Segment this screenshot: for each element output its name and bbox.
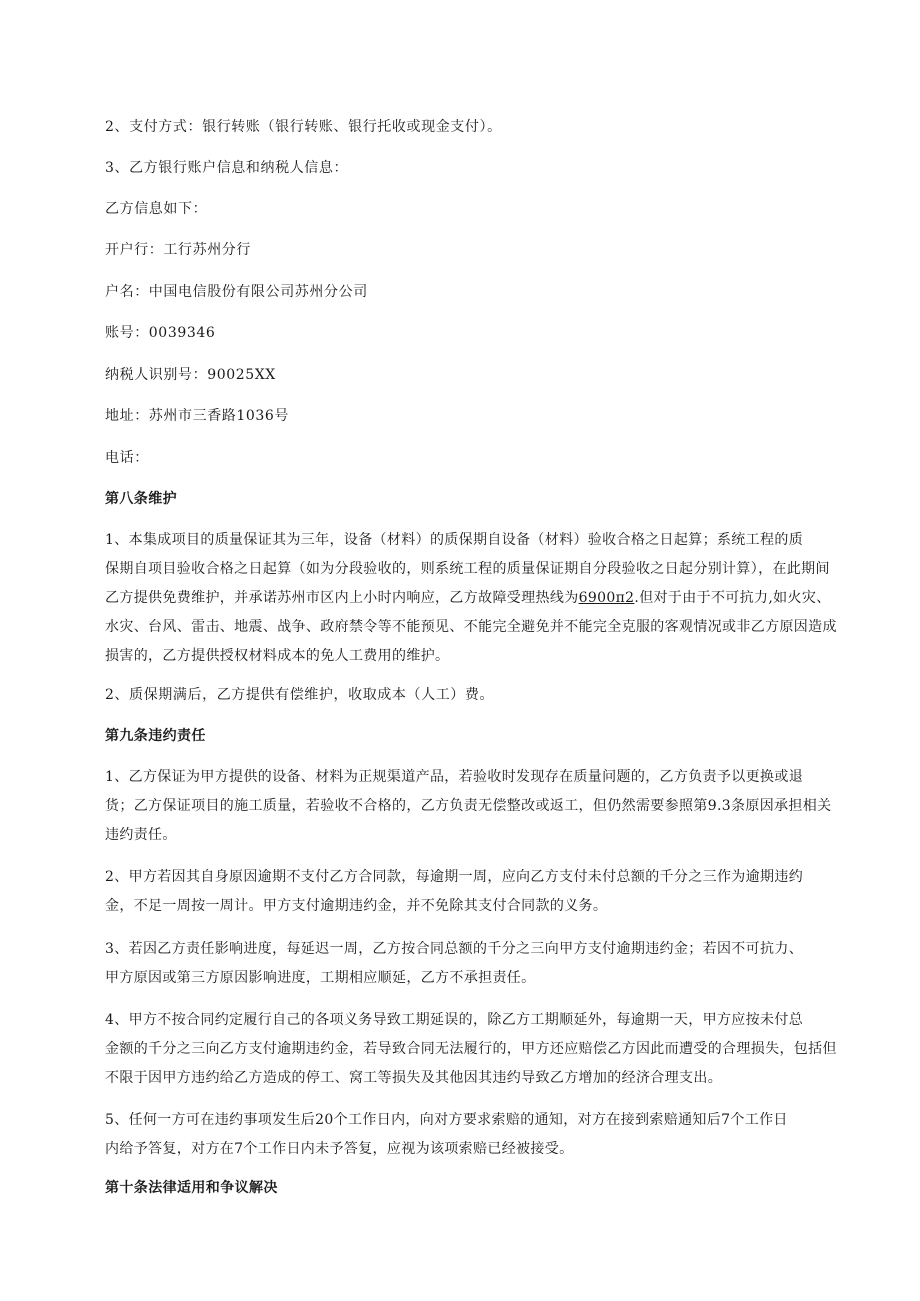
text-segment: 乙方提供免费维护，并承诺苏州市区内上小时内响应，乙方故障受理热线为 (105, 590, 579, 606)
text-line: 不限于因甲方违约给乙方造成的停工、窝工等损失及其他因其违约导致乙方增加的经济合理支出。 (105, 1070, 723, 1086)
text-line: 1、本集成项目的质量保证其为三年，设备（材料）的质保期自设备（材料）验收合格之日起算；系统工程的质 (105, 532, 804, 548)
text-line: 5、任何一方可在违约事项发生后20个工作日内，向对方要求索赔的通知，对方在接到索赔通知后7个工作日 (105, 1112, 788, 1128)
address: 地址：苏州市三香路1036号 (105, 408, 290, 424)
text-line: 损害的，乙方提供授权材料成本的免人工费用的维护。 (105, 648, 450, 664)
text-line: 金额的千分之三向乙方支付逾期违约金，若导致合同无法履行的，甲方还应赔偿乙方因此而遭受的合理损失，包括但 (105, 1041, 837, 1057)
text-line: 金，不足一周按一周计。甲方支付逾期违约金，并不免除其支付合同款的义务。 (105, 898, 608, 914)
article-8-title: 第八条维护 (105, 491, 177, 507)
article-9-paragraph-5 (105, 1106, 843, 1164)
text-line: 保期自项目验收合格之日起算（如为分段验收的，则系统工程的质量保证期自分段验收之日起分别计算），在此期间 (105, 561, 830, 577)
text-line: 1、乙方保证为甲方提供的设备、材料为正规渠道产品，若验收时发现存在质量问题的，乙方负责予以更换或退 (105, 769, 804, 785)
article-9-paragraph-1 (105, 763, 843, 850)
text-line: 货；乙方保证项目的施工质量，若验收不合格的，乙方负责无偿整改或返工，但仍然需要参照第9.3条原因承担相关 (105, 798, 832, 814)
article-10-title: 第十条法律适用和争议解决 (105, 1180, 278, 1196)
text-line (105, 584, 843, 613)
text-line: 甲方原因或第三方原因影响进度，工期相应顺延，乙方不承担责任。 (105, 970, 536, 986)
account-number: 账号：0039346 (105, 325, 216, 341)
payment-method: 2、支付方式：银行转账（银行转账、银行托收或现金支付）。 (105, 119, 502, 135)
article-8-paragraph-2: 2、质保期满后，乙方提供有偿维护，收取成本（人工）费。 (105, 687, 495, 703)
text-line: 3、若因乙方责任影响进度，每延迟一周，乙方按合同总额的千分之三向甲方支付逾期违约金；若因不可抗力、 (105, 941, 804, 957)
article-9-paragraph-4 (105, 1006, 843, 1093)
bank-info-intro: 3、乙方银行账户信息和纳税人信息： (105, 160, 349, 176)
text-line: 违约责任。 (105, 827, 177, 843)
article-9-paragraph-3 (105, 935, 843, 993)
tax-id: 纳税人识别号：90025XX (105, 367, 276, 383)
article-9-title: 第九条违约责任 (105, 728, 206, 744)
party-b-info-label: 乙方信息如下： (105, 201, 208, 217)
hotline-number: 6900π2 (578, 590, 635, 606)
phone: 电话： (105, 450, 149, 466)
text-line: 水灾、台风、雷击、地震、战争、政府禁令等不能预见、不能完全避免并不能完全克服的客观情况或非乙方原因造成 (105, 619, 837, 635)
article-9-paragraph-2 (105, 863, 843, 921)
article-8-paragraph-1 (105, 526, 843, 671)
text-segment: .但对于由于不可抗力,如火灾、 (634, 590, 831, 606)
account-name: 户名：中国电信股份有限公司苏州分公司 (105, 284, 368, 300)
text-line: 内给予答复，对方在7个工作日内未予答复，应视为该项索赔已经被接受。 (105, 1141, 574, 1157)
text-line: 2、甲方若因其自身原因逾期不支付乙方合同款，每逾期一周，应向乙方支付未付总额的千分之三作为逾期违约 (105, 869, 804, 885)
bank-name: 开户行：工行苏州分行 (105, 242, 251, 258)
text-line: 4、甲方不按合同约定履行自己的各项义务导致工期延误的，除乙方工期顺延外，每逾期一天，甲方应按未付总 (105, 1012, 804, 1028)
